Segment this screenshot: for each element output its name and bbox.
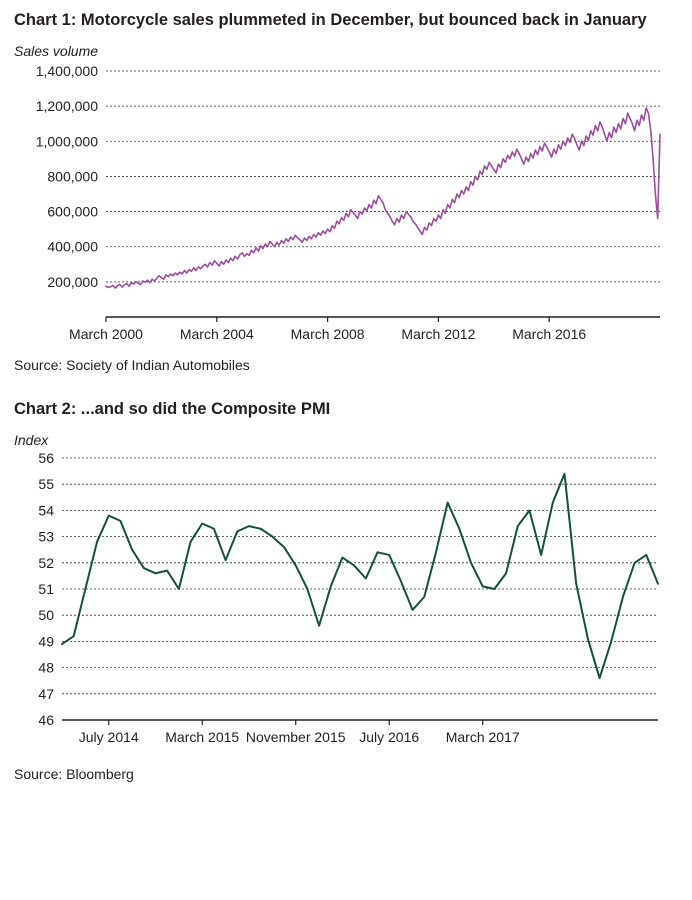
y-tick-label: 51 [38, 581, 54, 598]
x-tick-label: March 2004 [179, 326, 254, 343]
x-tick-label: March 2015 [165, 729, 240, 746]
y-tick-label: 50 [38, 607, 54, 624]
x-tick-label: March 2012 [401, 326, 476, 343]
x-tick-label: March 2008 [290, 326, 365, 343]
series-line [106, 108, 660, 288]
y-tick-label: 47 [38, 686, 54, 703]
x-tick-label: March 2000 [69, 326, 143, 343]
y-tick-label: 48 [38, 659, 54, 676]
chart-1-title: Chart 1: Motorcycle sales plummeted in December, but bounced back in January [14, 11, 647, 29]
chart-1-source: Source: Society of Indian Automobiles [14, 357, 250, 374]
x-tick-label: July 2016 [359, 729, 420, 746]
chart-2-block [0, 373, 692, 782]
y-tick-label: 54 [38, 502, 54, 519]
chart-1-unit-label: Sales volume [14, 43, 99, 60]
y-tick-label: 55 [38, 476, 54, 493]
chart-2-title: Chart 2: ...and so did the Composite PMI [14, 400, 331, 419]
chart-2-unit-label: Index [14, 432, 49, 449]
y-tick-label: 800,000 [47, 168, 98, 185]
x-tick-label: March 2017 [445, 729, 520, 746]
y-tick-label: 53 [38, 528, 54, 545]
chart-2-plot [0, 448, 692, 758]
x-tick-label: July 2014 [78, 729, 139, 746]
y-tick-label: 46 [38, 712, 54, 729]
y-tick-label: 49 [38, 633, 54, 650]
y-tick-label: 52 [38, 555, 54, 572]
y-tick-label: 200,000 [47, 273, 98, 290]
chart-1-block [0, 0, 692, 373]
y-tick-label: 1,000,000 [35, 133, 98, 150]
y-tick-label: 400,000 [47, 238, 98, 255]
y-tick-label: 1,400,000 [35, 63, 98, 80]
chart-2-source: Source: Bloomberg [14, 766, 134, 783]
x-tick-label: March 2016 [512, 326, 587, 343]
y-tick-label: 1,200,000 [35, 98, 98, 115]
series-line [62, 474, 658, 678]
chart-1-plot [0, 59, 692, 349]
y-tick-label: 56 [38, 450, 54, 467]
y-tick-label: 600,000 [47, 203, 98, 220]
x-tick-label: November 2015 [245, 729, 346, 746]
